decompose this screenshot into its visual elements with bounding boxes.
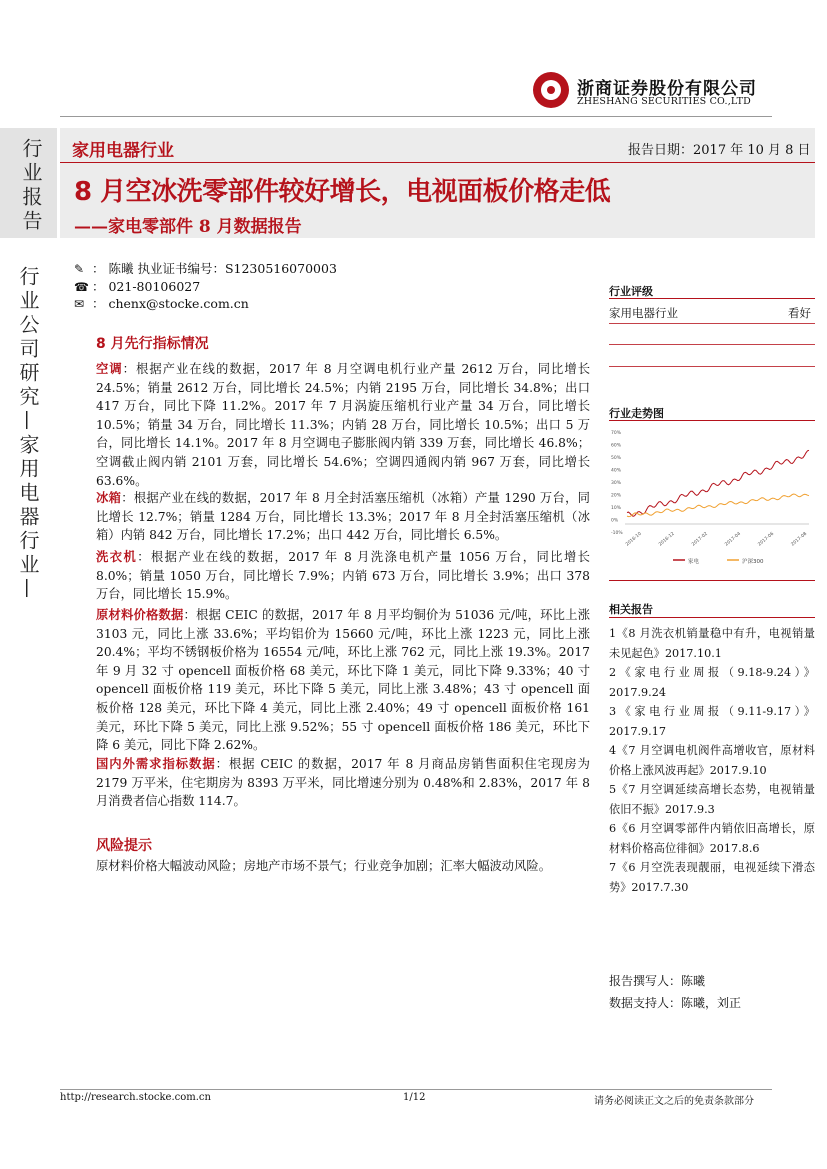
series-hs300 — [627, 494, 809, 517]
rating-heading: 行业评级 — [609, 285, 653, 298]
x-tick-label: 2017-04 — [724, 531, 742, 548]
related-report-item[interactable]: 4《7 月空调电机阀件高增收官，原材料价格上涨风波再起》2017.9.10 — [609, 744, 815, 777]
y-tick-label: 0% — [611, 518, 619, 524]
related-report-item[interactable]: 3《家电行业周报（9.11-9.17）》2017.9.17 — [609, 705, 815, 738]
logo-mark-icon — [533, 72, 569, 108]
company-name-cn: 浙商证券股份有限公司 — [577, 79, 757, 99]
company-logo — [533, 72, 773, 112]
x-tick-label: 2016-12 — [658, 531, 676, 548]
page-subtitle: ——家电零部件 8 月数据报告 — [74, 217, 302, 237]
report-writer: 报告撰写人：陈曦 — [609, 974, 706, 988]
y-tick-label: 10% — [611, 506, 622, 511]
rating-line-3 — [609, 366, 815, 367]
phone-icon: ☎ — [74, 280, 89, 294]
page-number: 1/12 — [403, 1092, 426, 1103]
related-report-item[interactable]: 1《8 月洗衣机销量稳中有升，电视销量未见起色》2017.10.1 — [609, 627, 815, 660]
related-report-item[interactable]: 7《6 月空洗表现靓丽，电视延续下滑态势》2017.7.30 — [609, 861, 815, 894]
series-home-appliance — [627, 450, 809, 516]
industry-divider — [60, 162, 815, 163]
legend-home-appliance: 家电 — [688, 559, 700, 565]
x-tick-label: 2017-08 — [790, 531, 809, 548]
section-heading-indicators: 8 月先行指标情况 — [96, 336, 209, 352]
related-report-item[interactable]: 5《7 月空调延续高增长态势，电视销量依旧不振》2017.9.3 — [609, 783, 815, 816]
side-label-box-2 — [0, 238, 57, 758]
y-tick-label: 70% — [611, 431, 622, 436]
y-tick-label: -10% — [611, 531, 623, 536]
rating-line-1 — [609, 323, 815, 324]
paragraph-risk: 原材料价格大幅波动风险；房地产市场不景气；行业竞争加剧；汇率大幅波动风险。 — [96, 859, 551, 873]
legend-hs300: 沪深300 — [742, 559, 764, 565]
y-tick-label: 20% — [611, 493, 622, 499]
rating-line-2 — [609, 344, 815, 345]
paragraph-air-conditioner: 空调：根据产业在线的数据，2017 年 8 月空调电机行业产量 2612 万台，同比增长 24.5%；销量 2612 万台，同比增长 24.5%；内销 2195 万台，同比增长 34.8%；出口 417 万台，同比下降 11.2%。2017 年 7 月涡旋压缩机行业产量 34 万台，同比增长 10.5%；销量 34 万台，同比增长 11.3%；内销 28 万台，同比增长 10.5%；出口 5 万台，同比增长 14.1%。2017 年 8 月空调电子膨胀阀内销 339 万套，同比增长 46.8%；空调截止阀内销 2101 万套，同比增长 54.6%；空调四通阀内销 967 万套，同比增长 63.6%。 — [96, 362, 590, 488]
trend-divider — [609, 420, 815, 421]
related-report-item[interactable]: 6《6 月空调零部件内销依旧高增长，原材料价格高位徘徊》2017.8.6 — [609, 822, 815, 855]
related-divider — [609, 617, 815, 618]
header-divider — [60, 116, 772, 117]
report-date: 报告日期：2017 年 10 月 8 日 — [628, 143, 811, 158]
data-supporter: 数据支持人：陈曦，刘正 — [609, 996, 742, 1010]
related-report-list — [609, 624, 815, 897]
y-tick-label: 60% — [611, 443, 622, 449]
pen-icon: ✎ — [74, 262, 85, 276]
author-phone-line: ☎ ： 021-80106027 — [74, 279, 201, 294]
x-tick-label: 2017-02 — [691, 531, 709, 548]
section-heading-risk: 风险提示 — [96, 838, 152, 854]
side-label-box — [0, 128, 57, 238]
rating-divider — [609, 298, 815, 299]
rating-value: 看好 — [788, 306, 811, 320]
trend-chart — [609, 424, 815, 574]
author-email-line[interactable]: ✉ ： chenx@stocke.com.cn — [74, 296, 249, 311]
y-tick-label: 30% — [611, 481, 622, 486]
related-report-item[interactable]: 2《家电行业周报（9.18-9.24）》2017.9.24 — [609, 666, 815, 699]
x-tick-label: 2017-06 — [757, 531, 776, 548]
side-label-category: 行业公司研究—家用电器行业— — [16, 266, 40, 602]
footer-divider — [60, 1089, 772, 1090]
rating-industry: 家用电器行业 — [609, 306, 678, 320]
paragraph-washer: 洗衣机：根据产业在线的数据，2017 年 8 月洗涤电机产量 1056 万台，同比增长 8.0%；销量 1050 万台，同比增长 7.9%；内销 673 万台，同比增长 3.9%；出口 378 万台，同比增长 15.9%。 — [96, 550, 590, 602]
related-heading: 相关报告 — [609, 603, 653, 616]
side-label-report-type: 行业报告 — [19, 138, 43, 234]
company-name-en: ZHESHANG SECURITIES CO.,LTD — [577, 96, 751, 107]
footer-url[interactable]: http://research.stocke.com.cn — [60, 1092, 211, 1103]
paragraph-raw-material: 原材料价格数据：根据 CEIC 的数据，2017 年 8 月平均铜价为 51036 元/吨，环比上涨 3103 元，同比上涨 33.6%；平均铝价为 15660 元/吨，环比上涨 1223 元，同比上涨 20.4%；平均不锈钢板价格为 16554 元/吨，环比上涨 762 元，同比上涨 19.3%。2017 年 9 月 32 寸 opencell 面板价格 68 美元，环比下降 1 美元，同比下降 9.33%；40 寸 opencell 面板价格 119 美元，环比下降 5 美元，同比上涨 3.48%；43 寸 opencell 面板价格 128 美元，环比下降 4 美元，同比上涨 2.40%；49 寸 opencell 面板价格 161 美元，环比下降 5 美元，同比上涨 9.52%；55 寸 opencell 面板价格 186 美元，环比下降 6 美元，同比下降 2.62%。 — [96, 608, 590, 753]
paragraph-refrigerator: 冰箱：根据产业在线的数据，2017 年 8 月全封活塞压缩机（冰箱）产量 1290 万台，同比增长 12.7%；销量 1284 万台，同比增长 13.3%；2017 年 8 月全封活塞压缩机（冰箱）内销 842 万台，同比增长 17.2%；出口 442 万台，同比增长 6.5%。 — [96, 491, 590, 543]
trend-bottom-divider — [609, 580, 815, 581]
mail-icon: ✉ — [74, 297, 85, 311]
paragraph-demand: 国内外需求指标数据：根据 CEIC 的数据，2017 年 8 月商品房销售面积住宅现房为 2179 万平米，住宅期房为 8393 万平米，同比增速分别为 0.48%和 2.83%，2017 年 8 月消费者信心指数 114.7。 — [96, 757, 590, 809]
industry-label: 家用电器行业 — [72, 141, 174, 161]
author-name-line: ✎ ： 陈曦 执业证书编号：S1230516070003 — [74, 261, 337, 276]
y-tick-label: 40% — [611, 468, 622, 474]
trend-heading: 行业走势图 — [609, 407, 664, 420]
page-title: 8 月空冰洗零部件较好增长，电视面板价格走低 — [74, 177, 611, 207]
x-tick-label: 2016-10 — [625, 531, 643, 548]
footer-disclaimer: 请务必阅读正文之后的免责条款部分 — [594, 1096, 754, 1107]
y-tick-label: 50% — [611, 456, 622, 461]
